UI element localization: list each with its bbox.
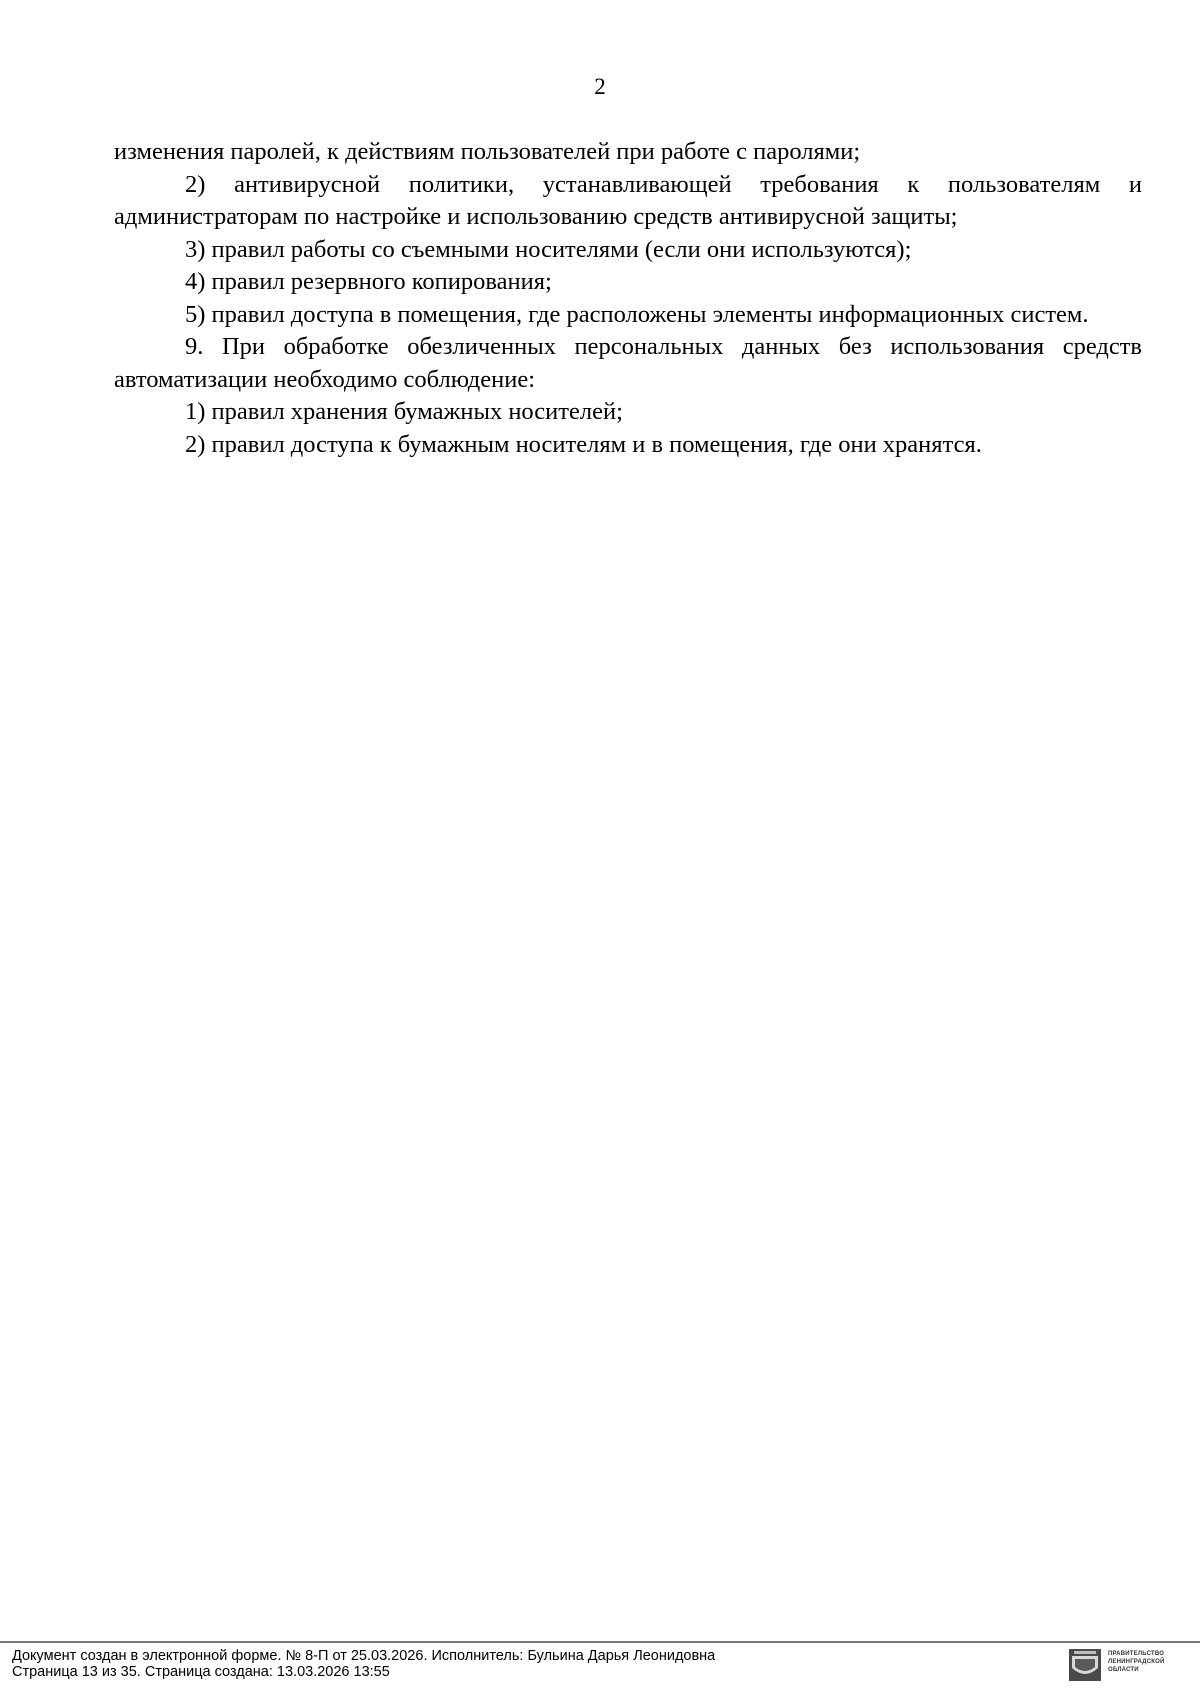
page-number: 2 [594,74,606,99]
government-logo [1068,1648,1192,1684]
document-footer [12,1648,715,1680]
paragraph: 2) правил доступа к бумажным носителям и в помещения, где они хранятся. [185,430,982,458]
government-logo-text [1108,1650,1164,1674]
footer-document-info: Документ создан в электронной форме. № 8-П от 25.03.2026. Исполнитель: Бульина Дарья Леонидовна [12,1648,716,1664]
footer-divider [0,1641,1200,1643]
paragraph: 2) антивирусной политики, устанавливающей требования к пользователям и администраторам по настройке и использованию средств антивирусной защиты; [114,170,1142,230]
paragraph: 5) правил доступа в помещения, где расположены элементы информационных систем. [185,300,1089,328]
logo-text-line: ЛЕНИНГРАДСКОЙ [1108,1659,1165,1665]
document-body [114,136,1142,461]
logo-text-line: ПРАВИТЕЛЬСТВО [1108,1651,1165,1657]
footer-page-info: Страница 13 из 35. Страница создана: 13.03.2026 13:55 [12,1664,390,1680]
logo-text-line: ОБЛАСТИ [1108,1667,1139,1673]
paragraph: 3) правил работы со съемными носителями (если они используются); [185,235,912,263]
paragraph: 4) правил резервного копирования; [185,268,552,295]
paragraph: 1) правил хранения бумажных носителей; [185,398,623,425]
leningrad-region-emblem-icon [1068,1648,1102,1682]
paragraph: 9. При обработке обезличенных персональных данных без использования средств автоматизации необходимо соблюдение: [114,333,1142,393]
paragraph: изменения паролей, к действиям пользователей при работе с паролями; [114,138,861,165]
